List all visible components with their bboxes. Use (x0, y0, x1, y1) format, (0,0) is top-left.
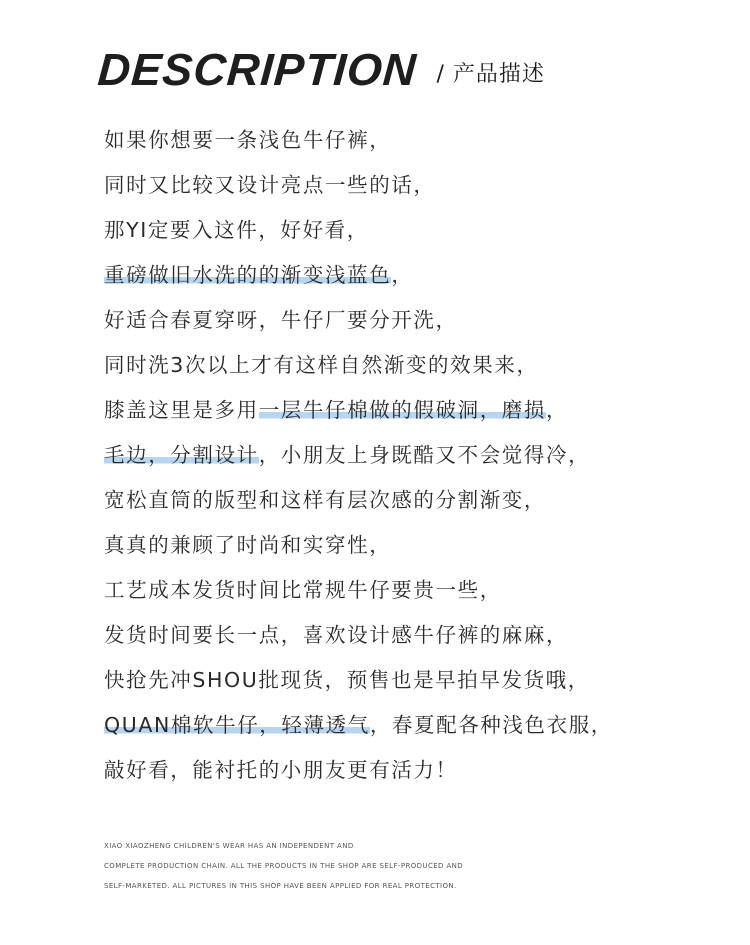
line-text: 同时又比较又设计亮点一些的话， (104, 173, 436, 197)
description-line (104, 523, 744, 568)
description-line (104, 343, 744, 388)
title-description: DESCRIPTION (96, 44, 419, 95)
line-text: 好适合春夏穿呀，牛仔厂要分开洗， (104, 308, 458, 332)
page-header (96, 42, 545, 95)
highlighted-text: QUAN棉软牛仔，轻薄透气 (104, 713, 370, 737)
description-line (104, 118, 744, 163)
line-text: ，小朋友上身既酷又不会觉得冷， (258, 443, 591, 467)
description-line (104, 388, 744, 433)
line-text: 如果你想要一条浅色牛仔裤， (104, 128, 392, 152)
line-text: 宽松直筒的版型和这样有层次感的分割渐变， (104, 488, 546, 512)
footer-line: COMPLETE PRODUCTION CHAIN. ALL THE PRODUCTS IN THE SHOP ARE SELF-PRODUCED AND (104, 862, 464, 870)
line-text: 工艺成本发货时间比常规牛仔要贵一些， (104, 578, 502, 602)
description-line (104, 163, 744, 208)
line-text: ， (546, 398, 569, 422)
description-line (104, 703, 744, 748)
description-line (104, 658, 744, 703)
line-text: 同时洗3次以上才有这样自然渐变的效果来， (104, 353, 539, 377)
highlighted-text: 毛边，分割设计 (104, 443, 259, 467)
footer-notice (104, 836, 463, 896)
line-text: 真真的兼顾了时尚和实穿性， (104, 533, 392, 557)
description-line (104, 748, 744, 793)
line-text: 那YI定要入这件，好好看， (104, 218, 369, 242)
description-line (104, 298, 744, 343)
description-line (104, 208, 744, 253)
line-text: 发货时间要长一点，喜欢设计感牛仔裤的麻麻， (104, 623, 569, 647)
line-text: 膝盖这里是多用 (104, 398, 259, 422)
title-product-description: / 产品描述 (436, 62, 545, 87)
highlighted-text: 重磅做旧水洗的的渐变浅蓝色 (104, 263, 392, 287)
description-line (104, 433, 744, 478)
highlighted-text: 一层牛仔棉做的假破洞，磨损 (258, 398, 547, 422)
line-text: ，春夏配各种浅色衣服， (369, 713, 613, 737)
line-text: 快抢先冲SHOU批现货，预售也是早拍早发货哦， (104, 668, 590, 692)
footer-line: XIAO XIAOZHENG CHILDREN'S WEAR HAS AN INDEPENDENT AND (104, 842, 354, 850)
description-line (104, 478, 744, 523)
description-line (104, 253, 744, 298)
footer-line: SELF-MARKETED. ALL PICTURES IN THIS SHOP HAVE BEEN APPLIED FOR REAL PROTECTION. (104, 882, 457, 890)
description-line (104, 613, 744, 658)
description-line (104, 568, 744, 613)
line-text: 敲好看，能衬托的小朋友更有活力！ (104, 758, 458, 782)
line-text: ， (391, 263, 414, 287)
description-body (104, 118, 744, 793)
